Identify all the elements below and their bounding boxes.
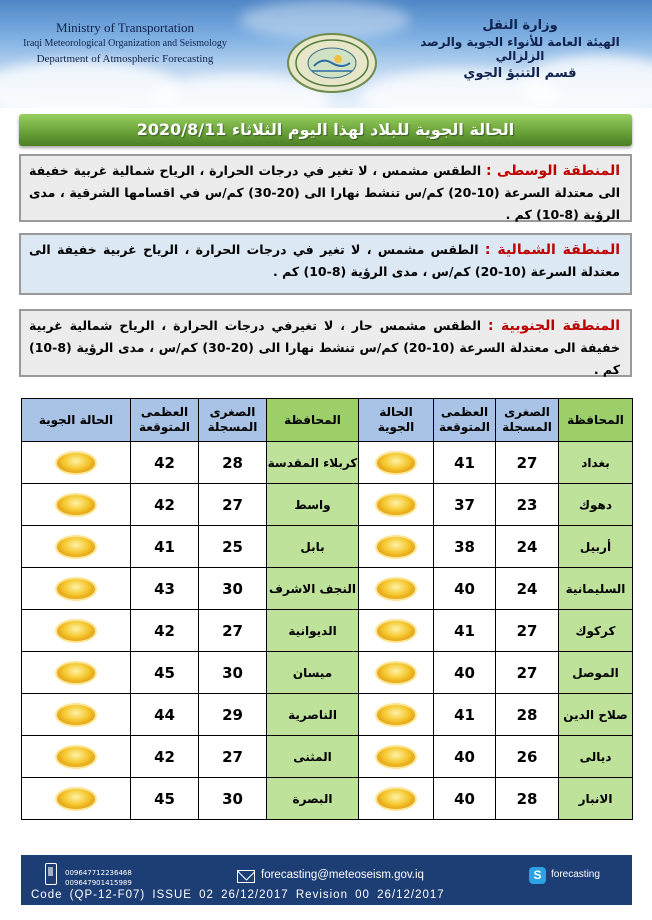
weather-cell-right bbox=[359, 484, 434, 526]
governorate-right: صلاح الدين bbox=[559, 694, 633, 736]
table-row bbox=[22, 778, 633, 820]
region-central-text: الطقس مشمس ، لا تغير في درجات الحرارة ، الرياح شمالية غربية خفيفة الى معتدلة السرعة (10-20) كم/س تنشط نهارا الى (20-30) كم/س في اقسامها الشرقية ، مدى الرؤية (8-10) كم . bbox=[29, 163, 620, 222]
max-temp-right: 40 bbox=[434, 778, 496, 820]
sun-icon bbox=[57, 621, 95, 641]
page-header bbox=[0, 0, 652, 108]
governorate-left: بابل bbox=[267, 526, 359, 568]
table-header-row bbox=[22, 399, 633, 442]
header-governorate-left: المحافظة bbox=[267, 399, 359, 442]
governorate-left: الناصرية bbox=[267, 694, 359, 736]
min-temp-right: 28 bbox=[496, 694, 559, 736]
min-temp-left: 28 bbox=[199, 442, 267, 484]
weather-cell-left bbox=[22, 610, 131, 652]
forecast-title-bar bbox=[19, 114, 632, 146]
ministry-name-arabic bbox=[400, 18, 640, 81]
sun-icon bbox=[377, 705, 415, 725]
min-temp-right: 27 bbox=[496, 442, 559, 484]
sun-icon bbox=[377, 579, 415, 599]
weather-cell-left bbox=[22, 442, 131, 484]
sun-icon bbox=[377, 747, 415, 767]
header-governorate-right: المحافظة bbox=[559, 399, 633, 442]
max-temp-left: 41 bbox=[131, 526, 199, 568]
min-temp-right: 27 bbox=[496, 610, 559, 652]
en-ministry: Ministry of Transportation bbox=[56, 20, 194, 35]
header-weather-right: الحالة الجوية bbox=[359, 399, 434, 442]
governorate-left: كربلاء المقدسة bbox=[267, 442, 359, 484]
max-temp-right: 40 bbox=[434, 652, 496, 694]
max-temp-left: 42 bbox=[131, 442, 199, 484]
max-temp-right: 41 bbox=[434, 442, 496, 484]
governorate-right: أربيل bbox=[559, 526, 633, 568]
sun-icon bbox=[57, 579, 95, 599]
table-row bbox=[22, 442, 633, 484]
table-row bbox=[22, 526, 633, 568]
max-temp-left: 42 bbox=[131, 610, 199, 652]
header-min-left: الصغرى المسجلة bbox=[199, 399, 267, 442]
en-organization: Iraqi Meteorological Organization and Seismology bbox=[23, 38, 227, 49]
governorates-weather-table bbox=[21, 398, 633, 820]
max-temp-right: 40 bbox=[434, 568, 496, 610]
sun-icon bbox=[377, 789, 415, 809]
forecast-title: الحالة الجوية للبلاد لهذا اليوم الثلاثاء 2020/8/11 bbox=[136, 120, 515, 139]
envelope-icon bbox=[237, 870, 255, 883]
min-temp-right: 24 bbox=[496, 568, 559, 610]
sun-icon bbox=[57, 663, 95, 683]
max-temp-left: 42 bbox=[131, 484, 199, 526]
region-central bbox=[19, 154, 632, 222]
sun-icon bbox=[377, 537, 415, 557]
table-row bbox=[22, 652, 633, 694]
region-south-label: المنطقة الجنوبية : bbox=[487, 318, 620, 334]
ministry-name-english bbox=[10, 20, 240, 65]
sun-icon bbox=[57, 789, 95, 809]
min-temp-left: 30 bbox=[199, 652, 267, 694]
sun-icon bbox=[57, 537, 95, 557]
sun-icon bbox=[57, 453, 95, 473]
weather-cell-right bbox=[359, 778, 434, 820]
table-row bbox=[22, 610, 633, 652]
ar-ministry: وزارة النقل bbox=[482, 18, 558, 33]
min-temp-left: 25 bbox=[199, 526, 267, 568]
header-weather-left: الحالة الجوية bbox=[22, 399, 131, 442]
weather-cell-left bbox=[22, 484, 131, 526]
sun-icon bbox=[57, 705, 95, 725]
skype-handle[interactable]: forecasting bbox=[551, 869, 600, 880]
min-temp-left: 29 bbox=[199, 694, 267, 736]
region-north-text: الطقس مشمس ، لا تغير في درجات الحرارة ، الرياح غربية خفيفة الى معتدلة السرعة (10-20) كم/س ، مدى الرؤية (8-10) كم . bbox=[29, 242, 620, 279]
min-temp-right: 28 bbox=[496, 778, 559, 820]
governorate-left: البصرة bbox=[267, 778, 359, 820]
phone-numbers bbox=[65, 868, 132, 888]
sun-icon bbox=[57, 747, 95, 767]
header-min-right: الصغرى المسجلة bbox=[496, 399, 559, 442]
weather-cell-left bbox=[22, 778, 131, 820]
region-north bbox=[19, 233, 632, 295]
organization-logo bbox=[286, 33, 378, 93]
weather-cell-left bbox=[22, 694, 131, 736]
sun-icon bbox=[377, 663, 415, 683]
max-temp-right: 40 bbox=[434, 736, 496, 778]
page-footer bbox=[21, 855, 632, 905]
table-row bbox=[22, 736, 633, 778]
weather-cell-right bbox=[359, 652, 434, 694]
governorate-left: ميسان bbox=[267, 652, 359, 694]
weather-cell-left bbox=[22, 568, 131, 610]
table-row bbox=[22, 568, 633, 610]
weather-cell-right bbox=[359, 442, 434, 484]
governorate-right: الموصل bbox=[559, 652, 633, 694]
governorate-right: دهوك bbox=[559, 484, 633, 526]
sun-icon bbox=[377, 495, 415, 515]
weather-cell-right bbox=[359, 694, 434, 736]
region-north-label: المنطقة الشمالية : bbox=[484, 242, 620, 258]
min-temp-left: 27 bbox=[199, 484, 267, 526]
phone-number-1[interactable]: 009647712236468 bbox=[65, 869, 132, 877]
sun-icon bbox=[377, 453, 415, 473]
min-temp-right: 24 bbox=[496, 526, 559, 568]
governorate-right: الانبار bbox=[559, 778, 633, 820]
min-temp-right: 23 bbox=[496, 484, 559, 526]
max-temp-right: 38 bbox=[434, 526, 496, 568]
weather-cell-left bbox=[22, 736, 131, 778]
email-link[interactable]: forecasting@meteoseism.gov.iq bbox=[261, 869, 424, 881]
region-south-text: الطقس مشمس حار ، لا تغيرفي درجات الحرارة ، الرياح شمالية غربية خفيفة الى معتدلة السرعة (10-20) كم/س تنشط نهارا الى (20-30) كم/س ، مدى الرؤية (8-10) كم . bbox=[29, 318, 620, 377]
max-temp-left: 43 bbox=[131, 568, 199, 610]
ar-department: قسم التنبؤ الجوي bbox=[463, 66, 577, 81]
weather-cell-right bbox=[359, 568, 434, 610]
en-department: Department of Atmospheric Forecasting bbox=[36, 53, 214, 65]
table-row bbox=[22, 484, 633, 526]
document-code: Code (QP-12-F07) ISSUE 02 26/12/2017 Revision 00 26/12/2017 bbox=[31, 889, 445, 901]
max-temp-left: 42 bbox=[131, 736, 199, 778]
sun-icon bbox=[57, 495, 95, 515]
weather-cell-left bbox=[22, 526, 131, 568]
region-south bbox=[19, 309, 632, 377]
governorate-left: النجف الاشرف bbox=[267, 568, 359, 610]
governorate-left: المثنى bbox=[267, 736, 359, 778]
max-temp-right: 37 bbox=[434, 484, 496, 526]
ar-organization: الهيئة العامة للأنواء الجوية والرصد الزلزالي bbox=[420, 35, 620, 63]
min-temp-right: 27 bbox=[496, 652, 559, 694]
min-temp-left: 27 bbox=[199, 736, 267, 778]
governorate-left: الديوانية bbox=[267, 610, 359, 652]
header-max-right: العظمى المتوقعة bbox=[434, 399, 496, 442]
max-temp-left: 45 bbox=[131, 652, 199, 694]
max-temp-left: 45 bbox=[131, 778, 199, 820]
governorate-left: واسط bbox=[267, 484, 359, 526]
weather-cell-right bbox=[359, 526, 434, 568]
min-temp-right: 26 bbox=[496, 736, 559, 778]
governorate-right: السليمانية bbox=[559, 568, 633, 610]
phone-number-2[interactable]: 009647901415989 bbox=[65, 879, 132, 887]
region-central-label: المنطقة الوسطى : bbox=[485, 163, 621, 179]
min-temp-left: 27 bbox=[199, 610, 267, 652]
table-row bbox=[22, 694, 633, 736]
governorate-right: ديالى bbox=[559, 736, 633, 778]
max-temp-right: 41 bbox=[434, 694, 496, 736]
max-temp-right: 41 bbox=[434, 610, 496, 652]
header-max-left: العظمى المتوقعة bbox=[131, 399, 199, 442]
weather-cell-left bbox=[22, 652, 131, 694]
max-temp-left: 44 bbox=[131, 694, 199, 736]
mobile-phone-icon bbox=[45, 863, 57, 885]
min-temp-left: 30 bbox=[199, 568, 267, 610]
weather-cell-right bbox=[359, 610, 434, 652]
weather-cell-right bbox=[359, 736, 434, 778]
skype-icon: S bbox=[529, 867, 546, 884]
min-temp-left: 30 bbox=[199, 778, 267, 820]
sun-icon bbox=[377, 621, 415, 641]
governorate-right: بغداد bbox=[559, 442, 633, 484]
governorate-right: كركوك bbox=[559, 610, 633, 652]
